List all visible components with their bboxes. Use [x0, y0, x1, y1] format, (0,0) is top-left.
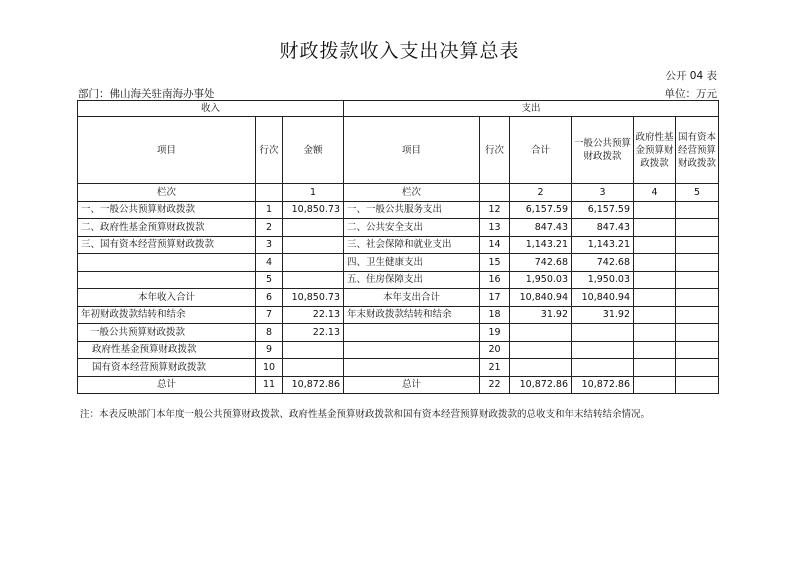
expense-total: 10,872.86: [510, 376, 572, 394]
expense-state-capital: [676, 219, 719, 237]
expense-state-capital: [676, 359, 719, 377]
expense-general: 6,157.59: [572, 201, 634, 219]
expense-item: 四、卫生健康支出: [344, 254, 480, 272]
expense-line: 13: [480, 219, 510, 237]
expense-total-header: 合计: [510, 117, 572, 184]
expense-state-capital: [676, 271, 719, 289]
expense-total: [510, 341, 572, 359]
expense-item: [344, 359, 480, 377]
expense-item-header: 项目: [344, 117, 480, 184]
expense-item: [344, 341, 480, 359]
column-4: 4: [634, 184, 676, 202]
general-budget-header: 一般公共预算财政拨款: [572, 117, 634, 184]
income-header: 收入: [78, 101, 344, 117]
table-row: [78, 324, 719, 342]
income-amount: 10,850.73: [283, 289, 344, 307]
expense-line: 12: [480, 201, 510, 219]
income-item-header: 项目: [78, 117, 256, 184]
income-amount: 22.13: [283, 306, 344, 324]
income-line: 11: [256, 376, 283, 394]
expense-gov-fund: [634, 271, 676, 289]
expense-gov-fund: [634, 254, 676, 272]
column-5: 5: [676, 184, 719, 202]
income-amount: [283, 236, 344, 254]
income-item: 国有资本经营预算财政拨款: [78, 359, 256, 377]
income-line: 5: [256, 271, 283, 289]
expense-general: [572, 324, 634, 342]
expense-general: 742.68: [572, 254, 634, 272]
income-item: [78, 254, 256, 272]
expense-general: 847.43: [572, 219, 634, 237]
income-line: 9: [256, 341, 283, 359]
expense-gov-fund: [634, 236, 676, 254]
expense-total: [510, 324, 572, 342]
expense-line: 20: [480, 341, 510, 359]
table-row: [78, 254, 719, 272]
income-amount: 10,850.73: [283, 201, 344, 219]
table-row: [78, 376, 719, 394]
expense-gov-fund: [634, 201, 676, 219]
income-line: 7: [256, 306, 283, 324]
expense-item: 五、住房保障支出: [344, 271, 480, 289]
expense-state-capital: [676, 306, 719, 324]
expense-state-capital: [676, 236, 719, 254]
income-item: 二、政府性基金预算财政拨款: [78, 219, 256, 237]
expense-header: 支出: [344, 101, 719, 117]
income-amount: [283, 359, 344, 377]
gov-fund-header: 政府性基金预算财政拨款: [634, 117, 676, 184]
column-2: 2: [510, 184, 572, 202]
expense-general: [572, 359, 634, 377]
expense-item: [344, 324, 480, 342]
form-number: 公开 04 表: [665, 70, 717, 82]
table-note: 注：本表反映部门本年度一般公共预算财政拨款、政府性基金预算财政拨款和国有资本经营预算财政拨款的总收支和年末结转结余情况。: [80, 409, 651, 420]
expense-line: 14: [480, 236, 510, 254]
table-row: [78, 236, 719, 254]
expense-item: 本年支出合计: [344, 289, 480, 307]
expense-general: 1,143.21: [572, 236, 634, 254]
column-1: 1: [283, 184, 344, 202]
income-amount: [283, 254, 344, 272]
expense-state-capital: [676, 254, 719, 272]
column-label: 栏次: [78, 184, 256, 202]
expense-item: 三、社会保障和就业支出: [344, 236, 480, 254]
expense-total: 1,950.03: [510, 271, 572, 289]
expense-general: [572, 341, 634, 359]
expense-line: 18: [480, 306, 510, 324]
income-amount: [283, 341, 344, 359]
expense-state-capital: [676, 201, 719, 219]
expense-general: 1,950.03: [572, 271, 634, 289]
income-amount: 22.13: [283, 324, 344, 342]
expense-total: 6,157.59: [510, 201, 572, 219]
income-line: 6: [256, 289, 283, 307]
expense-general: 10,840.94: [572, 289, 634, 307]
expense-gov-fund: [634, 324, 676, 342]
table-row: [78, 306, 719, 324]
table-row: [78, 359, 719, 377]
income-line: 1: [256, 201, 283, 219]
expense-total: 847.43: [510, 219, 572, 237]
expense-line-header: 行次: [480, 117, 510, 184]
expense-line: 17: [480, 289, 510, 307]
income-item: 本年收入合计: [78, 289, 256, 307]
income-amount-header: 金额: [283, 117, 344, 184]
expense-state-capital: [676, 289, 719, 307]
income-amount: 10,872.86: [283, 376, 344, 394]
expense-line: 22: [480, 376, 510, 394]
income-item: 一般公共预算财政拨款: [78, 324, 256, 342]
table-row: [78, 201, 719, 219]
expense-gov-fund: [634, 219, 676, 237]
expense-total: [510, 359, 572, 377]
column-label-2: 栏次: [344, 184, 480, 202]
expense-gov-fund: [634, 289, 676, 307]
expense-general: 10,872.86: [572, 376, 634, 394]
income-item: 三、国有资本经营预算财政拨款: [78, 236, 256, 254]
expense-gov-fund: [634, 359, 676, 377]
income-line: 4: [256, 254, 283, 272]
income-item: 总计: [78, 376, 256, 394]
expense-gov-fund: [634, 341, 676, 359]
expense-total: 742.68: [510, 254, 572, 272]
income-item: 年初财政拨款结转和结余: [78, 306, 256, 324]
expense-line: 15: [480, 254, 510, 272]
expense-total: 1,143.21: [510, 236, 572, 254]
expense-total: 31.92: [510, 306, 572, 324]
expense-total: 10,840.94: [510, 289, 572, 307]
table-row: [78, 289, 719, 307]
expense-line: 21: [480, 359, 510, 377]
state-capital-header: 国有资本经营预算财政拨款: [676, 117, 719, 184]
department-label: 部门：佛山海关驻南海办事处: [78, 88, 215, 100]
expense-item: 一、一般公共服务支出: [344, 201, 480, 219]
income-amount: [283, 219, 344, 237]
income-line-header: 行次: [256, 117, 283, 184]
expense-gov-fund: [634, 306, 676, 324]
expense-state-capital: [676, 341, 719, 359]
expense-item: 总计: [344, 376, 480, 394]
income-line: 10: [256, 359, 283, 377]
table-row: [78, 219, 719, 237]
expense-item: 年末财政拨款结转和结余: [344, 306, 480, 324]
income-amount: [283, 271, 344, 289]
expense-state-capital: [676, 324, 719, 342]
expense-gov-fund: [634, 376, 676, 394]
expense-line: 19: [480, 324, 510, 342]
table-row: [78, 271, 719, 289]
income-item: 一、一般公共预算财政拨款: [78, 201, 256, 219]
income-line: 8: [256, 324, 283, 342]
income-line: 2: [256, 219, 283, 237]
income-item: [78, 271, 256, 289]
expense-line: 16: [480, 271, 510, 289]
table-row: [78, 341, 719, 359]
income-line: 3: [256, 236, 283, 254]
column-3: 3: [572, 184, 634, 202]
expense-item: 二、公共安全支出: [344, 219, 480, 237]
income-item: 政府性基金预算财政拨款: [78, 341, 256, 359]
expense-state-capital: [676, 376, 719, 394]
page-title: 财政拨款收入支出决算总表: [279, 40, 520, 62]
budget-summary-table: [77, 100, 719, 394]
unit-label: 单位：万元: [664, 88, 717, 100]
expense-general: 31.92: [572, 306, 634, 324]
